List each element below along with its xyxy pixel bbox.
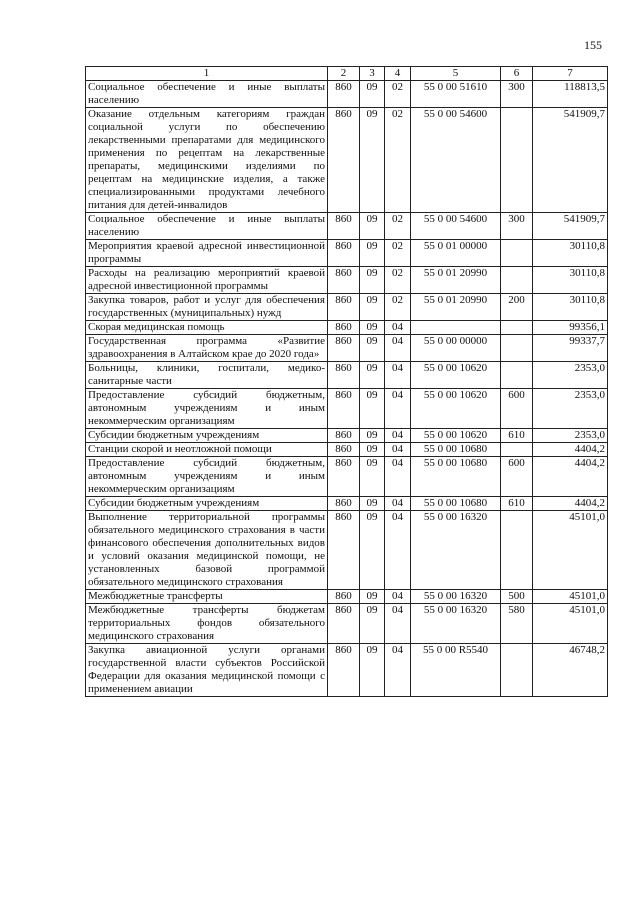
cell-grbs: 860 xyxy=(328,294,360,321)
table-row xyxy=(86,457,608,497)
cell-section: 09 xyxy=(360,389,385,429)
cell-section: 09 xyxy=(360,443,385,457)
cell-amount: 4404,2 xyxy=(533,457,608,497)
cell-grbs: 860 xyxy=(328,590,360,604)
cell-name: Межбюджетные трансферты бюджетам территориальных фондов обязательного медицинского страхования xyxy=(86,604,328,644)
cell-section: 09 xyxy=(360,457,385,497)
cell-amount: 45101,0 xyxy=(533,590,608,604)
cell-amount: 118813,5 xyxy=(533,81,608,108)
cell-target-article: 55 0 01 20990 xyxy=(411,294,501,321)
cell-amount: 30110,8 xyxy=(533,267,608,294)
cell-subsection: 02 xyxy=(385,108,411,213)
cell-section: 09 xyxy=(360,362,385,389)
cell-expense-type xyxy=(501,108,533,213)
cell-section: 09 xyxy=(360,108,385,213)
cell-section: 09 xyxy=(360,497,385,511)
cell-grbs: 860 xyxy=(328,511,360,590)
cell-amount: 541909,7 xyxy=(533,213,608,240)
table-body xyxy=(86,81,608,697)
cell-name: Предоставление субсидий бюджетным, автономным учреждениям и иным некоммерческим организациям xyxy=(86,389,328,429)
cell-target-article: 55 0 00 16320 xyxy=(411,590,501,604)
cell-grbs: 860 xyxy=(328,213,360,240)
cell-expense-type xyxy=(501,362,533,389)
table-row xyxy=(86,590,608,604)
cell-name: Выполнение территориальной программы обязательного медицинского страхования в части финансового обеспечения дополнительных видов и условий оказания медицинской помощи, не установленных базовой программой обязательного медицинского страхования xyxy=(86,511,328,590)
cell-amount: 2353,0 xyxy=(533,362,608,389)
cell-section: 09 xyxy=(360,604,385,644)
cell-target-article: 55 0 00 R5540 xyxy=(411,644,501,697)
cell-section: 09 xyxy=(360,240,385,267)
cell-name: Станции скорой и неотложной помощи xyxy=(86,443,328,457)
cell-expense-type: 300 xyxy=(501,213,533,240)
cell-name: Государственная программа «Развитие здравоохранения в Алтайском крае до 2020 года» xyxy=(86,335,328,362)
cell-grbs: 860 xyxy=(328,389,360,429)
cell-expense-type xyxy=(501,267,533,294)
cell-section: 09 xyxy=(360,511,385,590)
cell-target-article: 55 0 00 16320 xyxy=(411,604,501,644)
cell-amount: 4404,2 xyxy=(533,443,608,457)
table-row xyxy=(86,294,608,321)
table-row xyxy=(86,108,608,213)
cell-target-article: 55 0 00 51610 xyxy=(411,81,501,108)
cell-subsection: 02 xyxy=(385,294,411,321)
page-number: 155 xyxy=(584,38,602,52)
cell-subsection: 04 xyxy=(385,443,411,457)
cell-amount: 45101,0 xyxy=(533,604,608,644)
cell-amount: 541909,7 xyxy=(533,108,608,213)
cell-grbs: 860 xyxy=(328,644,360,697)
cell-expense-type: 200 xyxy=(501,294,533,321)
cell-subsection: 04 xyxy=(385,321,411,335)
cell-amount: 30110,8 xyxy=(533,240,608,267)
table-row xyxy=(86,321,608,335)
cell-grbs: 860 xyxy=(328,240,360,267)
cell-name: Закупка авиационной услуги органами государственной власти субъектов Российской Федерации для оказания медицинской помощи с применением авиации xyxy=(86,644,328,697)
cell-target-article: 55 0 00 10620 xyxy=(411,362,501,389)
table-row xyxy=(86,81,608,108)
cell-target-article: 55 0 00 54600 xyxy=(411,213,501,240)
cell-section: 09 xyxy=(360,429,385,443)
cell-name: Субсидии бюджетным учреждениям xyxy=(86,429,328,443)
cell-target-article: 55 0 00 10620 xyxy=(411,389,501,429)
table-row xyxy=(86,267,608,294)
cell-subsection: 02 xyxy=(385,240,411,267)
cell-name: Межбюджетные трансферты xyxy=(86,590,328,604)
cell-grbs: 860 xyxy=(328,362,360,389)
cell-name: Скорая медицинская помощь xyxy=(86,321,328,335)
table-header-row xyxy=(86,67,608,81)
cell-name: Социальное обеспечение и иные выплаты населению xyxy=(86,81,328,108)
cell-target-article: 55 0 01 20990 xyxy=(411,267,501,294)
column-header: 4 xyxy=(385,67,411,81)
cell-expense-type xyxy=(501,644,533,697)
cell-target-article: 55 0 01 00000 xyxy=(411,240,501,267)
cell-target-article: 55 0 00 10620 xyxy=(411,429,501,443)
cell-subsection: 04 xyxy=(385,511,411,590)
table-row xyxy=(86,429,608,443)
cell-target-article: 55 0 00 16320 xyxy=(411,511,501,590)
cell-subsection: 04 xyxy=(385,335,411,362)
cell-section: 09 xyxy=(360,267,385,294)
table-row xyxy=(86,240,608,267)
cell-subsection: 04 xyxy=(385,644,411,697)
cell-grbs: 860 xyxy=(328,267,360,294)
cell-grbs: 860 xyxy=(328,604,360,644)
cell-section: 09 xyxy=(360,213,385,240)
cell-expense-type: 600 xyxy=(501,457,533,497)
table-row xyxy=(86,335,608,362)
cell-grbs: 860 xyxy=(328,457,360,497)
column-header: 1 xyxy=(86,67,328,81)
cell-name: Расходы на реализацию мероприятий краевой адресной инвестиционной программы xyxy=(86,267,328,294)
cell-name: Больницы, клиники, госпитали, медико-санитарные части xyxy=(86,362,328,389)
column-header: 7 xyxy=(533,67,608,81)
table-row xyxy=(86,443,608,457)
cell-section: 09 xyxy=(360,335,385,362)
cell-target-article: 55 0 00 00000 xyxy=(411,335,501,362)
table-row xyxy=(86,497,608,511)
cell-grbs: 860 xyxy=(328,497,360,511)
cell-subsection: 04 xyxy=(385,497,411,511)
cell-grbs: 860 xyxy=(328,108,360,213)
table-row xyxy=(86,389,608,429)
cell-amount: 46748,2 xyxy=(533,644,608,697)
cell-target-article: 55 0 00 10680 xyxy=(411,457,501,497)
column-header: 5 xyxy=(411,67,501,81)
cell-subsection: 02 xyxy=(385,213,411,240)
cell-section: 09 xyxy=(360,294,385,321)
cell-expense-type xyxy=(501,321,533,335)
cell-expense-type xyxy=(501,240,533,267)
cell-target-article: 55 0 00 10680 xyxy=(411,497,501,511)
cell-expense-type xyxy=(501,511,533,590)
column-header: 3 xyxy=(360,67,385,81)
cell-grbs: 860 xyxy=(328,335,360,362)
cell-grbs: 860 xyxy=(328,81,360,108)
cell-expense-type: 610 xyxy=(501,429,533,443)
cell-expense-type xyxy=(501,443,533,457)
cell-subsection: 02 xyxy=(385,267,411,294)
cell-amount: 2353,0 xyxy=(533,389,608,429)
cell-name: Закупка товаров, работ и услуг для обеспечения государственных (муниципальных) нужд xyxy=(86,294,328,321)
cell-subsection: 04 xyxy=(385,389,411,429)
cell-target-article: 55 0 00 54600 xyxy=(411,108,501,213)
cell-subsection: 02 xyxy=(385,81,411,108)
cell-expense-type: 600 xyxy=(501,389,533,429)
cell-name: Субсидии бюджетным учреждениям xyxy=(86,497,328,511)
cell-grbs: 860 xyxy=(328,443,360,457)
table-row xyxy=(86,604,608,644)
cell-amount: 2353,0 xyxy=(533,429,608,443)
table-row xyxy=(86,511,608,590)
table-row xyxy=(86,213,608,240)
cell-name: Мероприятия краевой адресной инвестиционной программы xyxy=(86,240,328,267)
cell-subsection: 04 xyxy=(385,362,411,389)
budget-table xyxy=(85,66,608,697)
cell-grbs: 860 xyxy=(328,321,360,335)
cell-amount: 99337,7 xyxy=(533,335,608,362)
cell-name: Предоставление субсидий бюджетным, автономным учреждениям и иным некоммерческим организациям xyxy=(86,457,328,497)
cell-grbs: 860 xyxy=(328,429,360,443)
table-row xyxy=(86,362,608,389)
cell-subsection: 04 xyxy=(385,457,411,497)
cell-section: 09 xyxy=(360,644,385,697)
cell-expense-type xyxy=(501,335,533,362)
cell-amount: 99356,1 xyxy=(533,321,608,335)
cell-amount: 30110,8 xyxy=(533,294,608,321)
cell-target-article: 55 0 00 10680 xyxy=(411,443,501,457)
column-header: 2 xyxy=(328,67,360,81)
cell-section: 09 xyxy=(360,590,385,604)
cell-amount: 45101,0 xyxy=(533,511,608,590)
cell-expense-type: 580 xyxy=(501,604,533,644)
cell-section: 09 xyxy=(360,81,385,108)
cell-subsection: 04 xyxy=(385,590,411,604)
cell-section: 09 xyxy=(360,321,385,335)
cell-name: Оказание отдельным категориям граждан социальной услуги по обеспечению лекарственными препаратами для медицинского применения по рецептам на лекарственные препараты, медицинскими изделиями по рецептам на медицинские изделия, а также специализированными продуктами лечебного питания для детей-инвалидов xyxy=(86,108,328,213)
cell-expense-type: 610 xyxy=(501,497,533,511)
cell-subsection: 04 xyxy=(385,604,411,644)
cell-target-article xyxy=(411,321,501,335)
cell-expense-type: 500 xyxy=(501,590,533,604)
cell-expense-type: 300 xyxy=(501,81,533,108)
cell-name: Социальное обеспечение и иные выплаты населению xyxy=(86,213,328,240)
column-header: 6 xyxy=(501,67,533,81)
cell-subsection: 04 xyxy=(385,429,411,443)
cell-amount: 4404,2 xyxy=(533,497,608,511)
table-row xyxy=(86,644,608,697)
